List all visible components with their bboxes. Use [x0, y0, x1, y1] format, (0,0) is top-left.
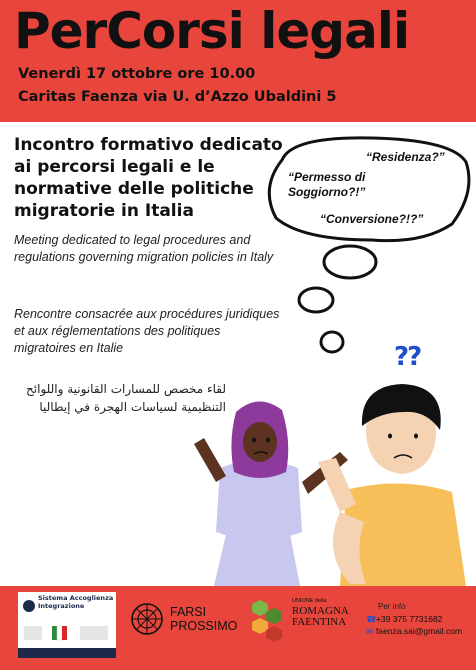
sai-logo	[18, 592, 116, 658]
woman-figure	[194, 401, 348, 586]
romagna-faentina-logo	[246, 596, 292, 642]
content-card	[0, 122, 476, 586]
people-illustration	[190, 372, 476, 586]
arabic-description: لقاء مخصص للمسارات القانونية واللوائح التنظيمية لسياسات الهجرة في إيطاليا	[26, 382, 226, 414]
phone-line	[366, 614, 442, 625]
bubble-question-permesso: “Permesso di Soggiorno?!”	[288, 170, 366, 199]
footer	[0, 586, 476, 670]
farsi-prossimo-logo	[130, 602, 164, 636]
phone-icon: ☎	[366, 614, 377, 624]
email-line	[366, 626, 462, 637]
french-description: Rencontre consacrée aux procédures juridiques et aux réglementations des politiques migratoires en Italie	[14, 307, 280, 355]
thought-bubble	[262, 132, 476, 358]
thought-bubble-icon	[262, 132, 476, 358]
romagna-faentina-label: ROMAGNA FAENTINA	[292, 605, 349, 628]
event-date: Venerdì 17 ottobre ore 10.00	[18, 66, 256, 82]
partner-logos-icon	[22, 622, 112, 644]
sai-strip	[18, 648, 116, 658]
email-address[interactable]: faenza.sai@gmail.com	[376, 626, 463, 636]
phone-number[interactable]: +39 375 7731682	[376, 614, 443, 624]
bubble-question-residenza: “Residenza?”	[366, 150, 445, 164]
email-icon: ✉	[366, 626, 374, 636]
headline: Incontro formativo dedicato ai percorsi legali e le normative delle politiche migratorie in Italia	[14, 135, 283, 221]
event-place: Caritas Faenza via U. d’Azzo Ubaldini 5	[18, 89, 337, 105]
bubble-question-conversione: “Conversione?!?”	[320, 212, 424, 226]
sai-label: Sistema Accoglienza Integrazione	[38, 594, 114, 610]
header	[0, 0, 476, 122]
question-marks: ??	[394, 342, 421, 372]
farsi-prossimo-label: FARSI PROSSIMO	[170, 605, 238, 633]
man-figure	[318, 384, 466, 586]
romagna-prefix: UNIONE della	[292, 598, 327, 604]
poster-title: PerCorsi legali	[14, 2, 410, 60]
english-description: Meeting dedicated to legal procedures and regulations governing migration policies in Italy	[14, 233, 274, 264]
info-label: Per info	[378, 602, 406, 611]
sai-dot-icon	[23, 600, 35, 612]
